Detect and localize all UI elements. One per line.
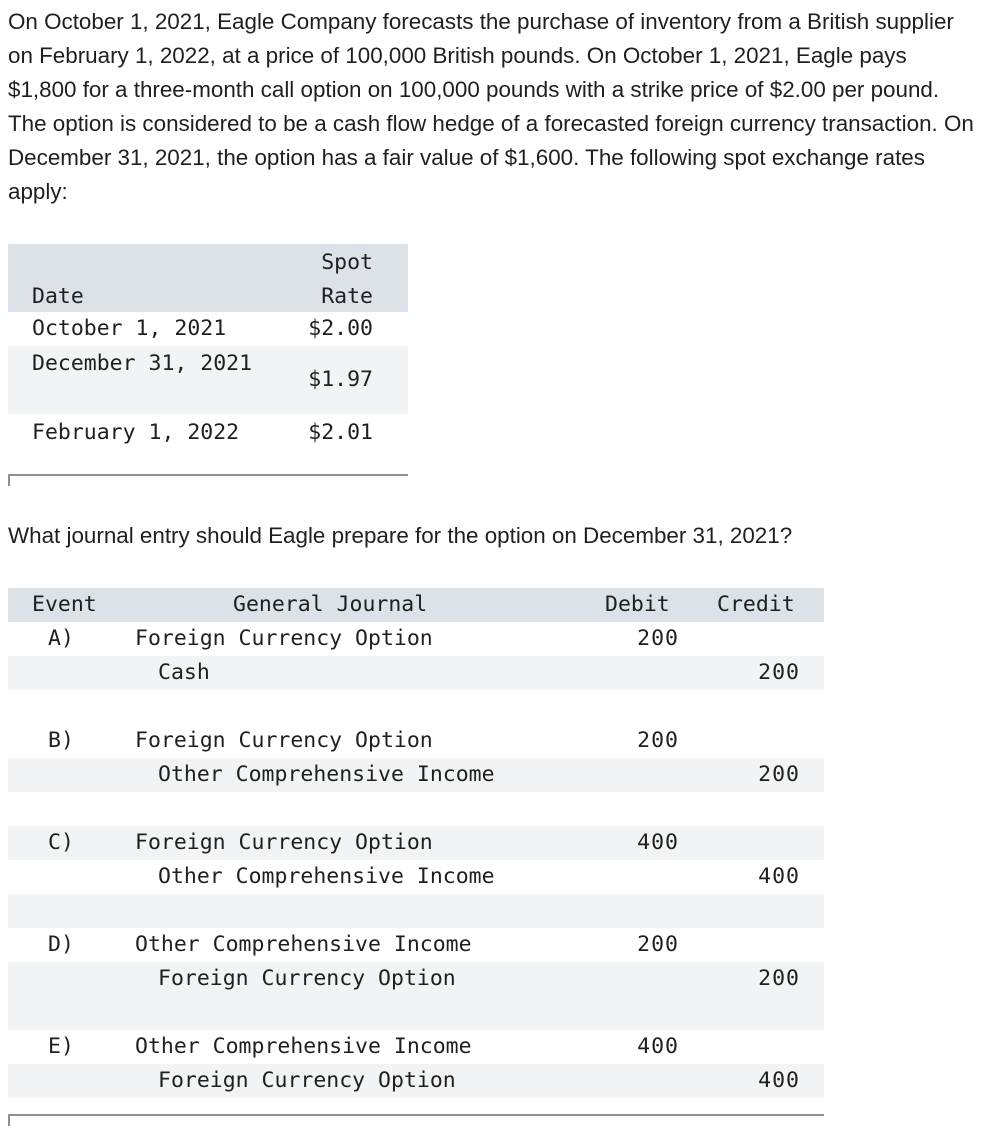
journal-table-header <box>8 588 824 622</box>
journal-option-b-credit-row <box>8 758 824 792</box>
rate-row <box>8 414 408 448</box>
rate-value: $2.01 <box>308 420 373 445</box>
header-event: Event <box>32 592 97 617</box>
option-letter: E) <box>48 1034 74 1059</box>
table-bottom-border <box>8 474 408 476</box>
header-spot: Spot <box>321 250 373 275</box>
debit-account: Foreign Currency Option <box>135 728 433 753</box>
credit-account: Other Comprehensive Income <box>158 762 495 787</box>
credit-amount: 400 <box>758 864 800 889</box>
debit-amount: 200 <box>637 932 679 957</box>
rate-date: February 1, 2022 <box>32 420 240 445</box>
option-letter: A) <box>48 626 74 651</box>
debit-amount: 400 <box>637 830 679 855</box>
header-date: Date <box>32 284 84 309</box>
header-rate: Rate <box>321 284 373 309</box>
debit-amount: 400 <box>637 1034 679 1059</box>
credit-amount: 200 <box>758 660 800 685</box>
header-credit: Credit <box>717 592 795 617</box>
spacer-row <box>8 690 824 724</box>
debit-amount: 200 <box>637 728 679 753</box>
journal-option-d-debit-row <box>8 928 824 962</box>
spacer-row <box>8 894 824 928</box>
debit-account: Foreign Currency Option <box>135 626 433 651</box>
spacer-row <box>8 792 824 826</box>
rates-table-header <box>8 244 408 312</box>
journal-option-d-credit-row <box>8 962 824 996</box>
journal-option-e-debit-row <box>8 1030 824 1064</box>
rate-value: $1.97 <box>308 367 373 392</box>
table-bottom-border <box>8 1114 824 1116</box>
spacer-row <box>8 996 824 1030</box>
option-letter: C) <box>48 830 74 855</box>
credit-account: Foreign Currency Option <box>158 1068 456 1093</box>
question-text: What journal entry should Eagle prepare for the option on December 31, 2021? <box>8 523 793 548</box>
rate-row <box>8 312 408 346</box>
option-letter: B) <box>48 728 74 753</box>
header-debit: Debit <box>605 592 670 617</box>
journal-option-a-debit-row <box>8 622 824 656</box>
journal-option-a-credit-row <box>8 656 824 690</box>
rate-value: $2.00 <box>308 316 373 341</box>
rate-date: December 31, 2021 <box>32 351 253 376</box>
debit-account: Other Comprehensive Income <box>135 1034 472 1059</box>
problem-statement: On October 1, 2021, Eagle Company forecasts the purchase of inventory from a British supplier on February 1, 2022, at a price of 100,000 British pounds. On October 1, 2021, Eagle pays $1,800 for a three-month call option on 100,000 pounds with a strike price of $2.00 per pound. The option is considered to be a cash flow hedge of a forecasted foreign currency transaction. On December 31, 2021, the option has a fair value of $1,600. The following spot exchange rates apply: <box>8 9 974 204</box>
credit-amount: 200 <box>758 762 800 787</box>
header-general-journal: General Journal <box>233 592 428 617</box>
journal-option-c-debit-row <box>8 826 824 860</box>
debit-amount: 200 <box>637 626 679 651</box>
credit-account: Cash <box>158 660 210 685</box>
option-letter: D) <box>48 932 74 957</box>
rate-row <box>8 346 408 414</box>
credit-account: Other Comprehensive Income <box>158 864 495 889</box>
debit-account: Foreign Currency Option <box>135 830 433 855</box>
credit-amount: 400 <box>758 1068 800 1093</box>
journal-table <box>8 588 824 1116</box>
credit-account: Foreign Currency Option <box>158 966 456 991</box>
spot-rates-table <box>8 244 408 476</box>
journal-option-e-credit-row <box>8 1064 824 1098</box>
journal-option-b-debit-row <box>8 724 824 758</box>
journal-option-c-credit-row <box>8 860 824 894</box>
rate-date: October 1, 2021 <box>32 316 227 341</box>
debit-account: Other Comprehensive Income <box>135 932 472 957</box>
credit-amount: 200 <box>758 966 800 991</box>
